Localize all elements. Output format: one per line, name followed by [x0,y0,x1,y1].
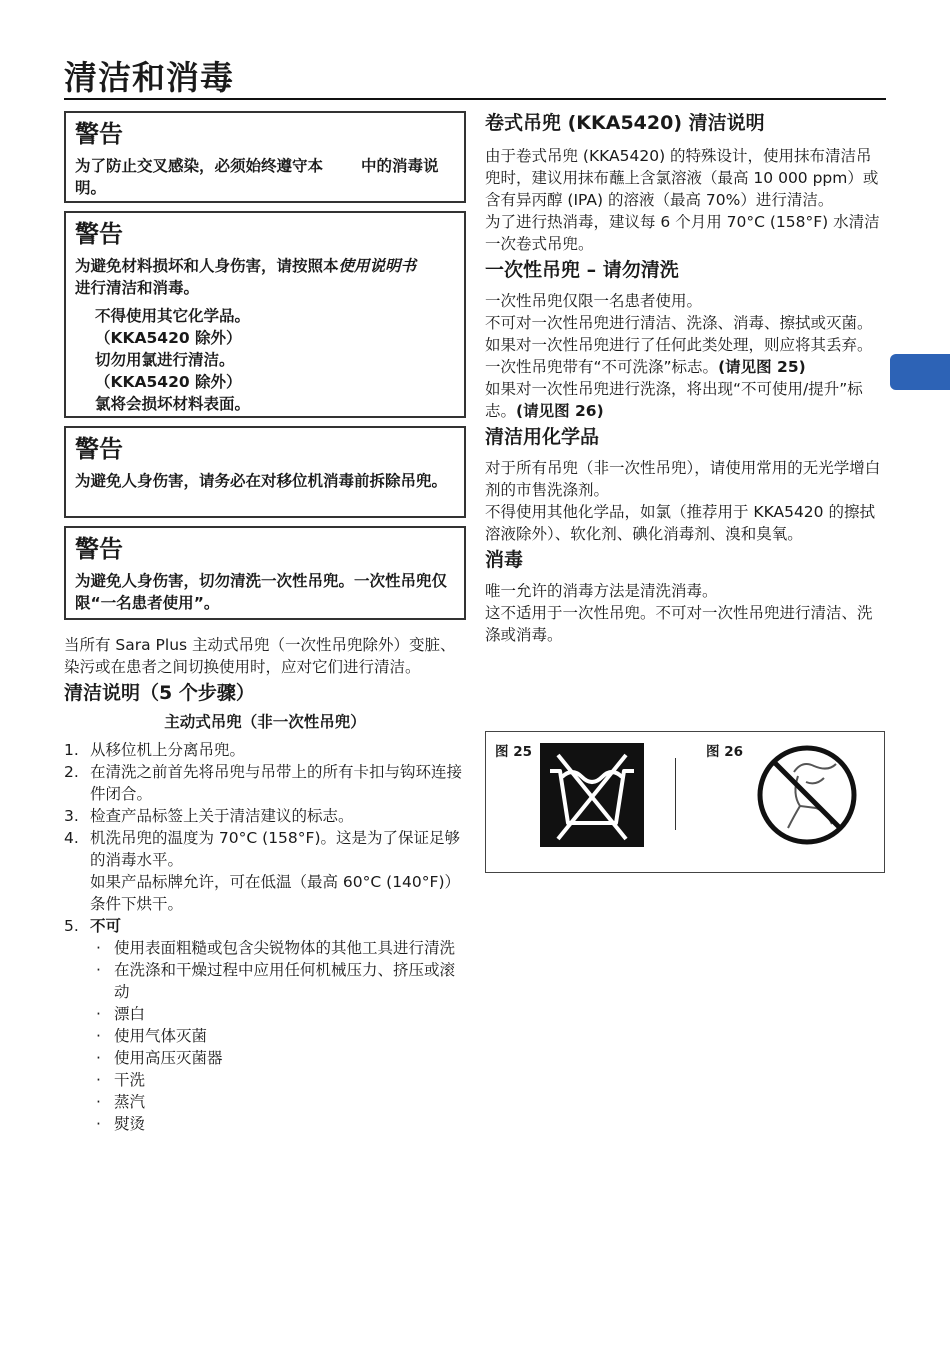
figure-reference: (请见图 26) [516,402,604,420]
warning-box-material-damage [64,211,466,418]
warning-heading: 警告 [75,535,123,563]
do-not-use-lift-icon [754,742,860,848]
bullet-icon: · [96,1027,101,1045]
step-item [64,739,466,761]
disposable-text: 如果对一次性吊兜进行洗涤，将出现“不可使用/提升”标志。 [485,380,863,420]
disposable-text: 一次性吊兜带有“不可洗涤”标志。 [485,358,719,376]
roll-sling-thermal-paragraph: 为了进行热消毒，建议每 6 个月用 70°C (158°F) 水清洁一次卷式吊兜。 [485,213,880,253]
step-number: 1. [64,741,79,759]
cleaning-instructions-heading: 清洁说明（5 个步骤） [64,682,255,704]
disposable-paragraph [485,356,885,378]
warning-box-disposable-sling [64,526,466,620]
bullet-icon: · [96,1071,101,1089]
list-item [96,937,466,959]
manual-title: 使用说明书 [338,257,417,275]
step-text: 检查产品标签上关于清洁建议的标志。 [90,807,354,825]
warning-heading: 警告 [75,220,123,248]
bullet-icon: · [96,939,101,957]
prohibited-actions-list [64,937,466,1135]
left-column [64,111,466,1135]
do-not-wash-icon [540,743,644,847]
bullet-icon: · [96,1005,101,1023]
step-extra-text: 如果产品标牌允许，可在低温（最高 60°C (140°F)）条件下烘干。 [90,873,460,913]
roll-sling-heading: 卷式吊兜 (KKA5420) 清洁说明 [485,112,765,134]
warning-text: 为避免人身伤害，请务必在对移位机消毒前拆除吊兜。 [75,472,448,490]
warning-sub-line: （KKA5420 除外） [95,329,242,347]
title-divider [64,98,886,100]
list-item [96,959,466,1003]
intro-paragraph: 当所有 Sara Plus 主动式吊兜（一次性吊兜除外）变脏、染污或在患者之间切换使用时，应对它们进行清洁。 [64,636,456,676]
disposable-paragraph: 一次性吊兜仅限一名患者使用。 [485,292,703,310]
warning-heading: 警告 [75,120,123,148]
list-item-text: 漂白 [114,1005,146,1023]
bullet-icon: · [96,1093,101,1111]
figure-label: 图 26 [706,744,743,760]
figure-divider [675,758,676,830]
list-item-text: 在洗涤和干燥过程中应用任何机械压力、挤压或滚动 [114,961,456,1001]
warning-heading: 警告 [75,435,123,463]
disposable-paragraph: 不可对一次性吊兜进行清洁、洗涤、消毒、擦拭或灭菌。如果对一次性吊兜进行了任何此类处理，则应将其丢弃。 [485,314,873,354]
step-text: 在清洗之前首先将吊兜与吊带上的所有卡扣与钩环连接件闭合。 [90,763,463,803]
warning-box-remove-sling [64,426,466,518]
step-item [64,805,466,827]
list-item-text: 使用气体灭菌 [114,1027,208,1045]
chemicals-heading: 清洁用化学品 [485,426,600,448]
warning-text [75,155,455,199]
bullet-icon: · [96,1115,101,1133]
figure-reference: (请见图 25) [718,358,806,376]
warning-text: 为避免人身伤害，切勿清洗一次性吊兜。一次性吊兜仅限“一名患者使用”。 [75,572,448,612]
roll-sling-paragraph: 由于卷式吊兜 (KKA5420) 的特殊设计，使用抹布清洁吊兜时，建议用抹布蘸上含氯溶液（最高 10 000 ppm）或含有异丙醇 (IPA) 的溶液（最高 70%）进行清洁。 [485,147,879,209]
bullet-icon: · [96,1049,101,1067]
list-item-text: 蒸汽 [114,1093,146,1111]
section-tab-marker [890,354,950,390]
step-text: 从移位机上分离吊兜。 [90,741,246,759]
warning-sub-line: 切勿用氯进行清洁。 [95,351,235,369]
figure-label: 图 25 [495,744,532,760]
list-item [96,1113,466,1135]
warning-sub-line: 氯将会损坏材料表面。 [95,395,251,413]
chemicals-paragraph: 不得使用其他化学品，如氯（推荐用于 KKA5420 的擦拭溶液除外）、软化剂、碘化消毒剂、溴和臭氧。 [485,503,875,543]
list-item-text: 使用高压灭菌器 [114,1049,223,1067]
step-number: 3. [64,807,79,825]
list-item-text: 干洗 [114,1071,146,1089]
step-number: 4. [64,829,79,847]
list-item-text: 使用表面粗糙或包含尖锐物体的其他工具进行清洗 [114,939,456,957]
cleaning-steps-list [64,739,466,937]
chemicals-paragraph: 对于所有吊兜（非一次性吊兜），请使用常用的无光学增白剂的市售洗涤剂。 [485,459,881,499]
disposable-paragraph [485,378,885,422]
disinfection-paragraph: 这不适用于一次性吊兜。不可对一次性吊兜进行清洁、洗涤或消毒。 [485,604,873,644]
list-item [96,1025,466,1047]
warning-text-b: 中的消毒说明。 [75,157,439,197]
figures-box [485,731,885,873]
list-item-text: 熨烫 [114,1115,146,1133]
warning-text-a: 为避免材料损坏和人身伤害，请按照本 [75,257,339,275]
list-item [96,1069,466,1091]
step-number: 2. [64,763,79,781]
bullet-icon: · [96,961,101,979]
warning-sub-line: （KKA5420 除外） [95,373,242,391]
right-column [485,108,885,646]
warning-sub-list [95,305,455,415]
disposable-sling-heading: 一次性吊兜 – 请勿清洗 [485,259,679,281]
list-item [96,1003,466,1025]
warning-text-b: 进行清洁和消毒。 [75,279,200,297]
warning-text-a: 为了防止交叉感染，必须始终遵守本 [75,157,324,175]
step-text: 机洗吊兜的温度为 70°C (158°F)。这是为了保证足够的消毒水平。 [90,829,460,869]
step-item [64,761,466,805]
disinfection-paragraph: 唯一允许的消毒方法是清洗消毒。 [485,582,718,600]
step-item [64,915,466,937]
active-sling-subheading: 主动式吊兜（非一次性吊兜） [164,713,366,731]
warning-text [75,255,455,299]
step-text: 不可 [90,917,122,935]
warning-box-cross-infection [64,111,466,203]
list-item [96,1047,466,1069]
page-title: 清洁和消毒 [64,58,234,97]
list-item [96,1091,466,1113]
step-item [64,827,466,915]
disinfection-heading: 消毒 [485,549,524,571]
step-number: 5. [64,917,79,935]
warning-sub-line: 不得使用其它化学品。 [95,307,251,325]
